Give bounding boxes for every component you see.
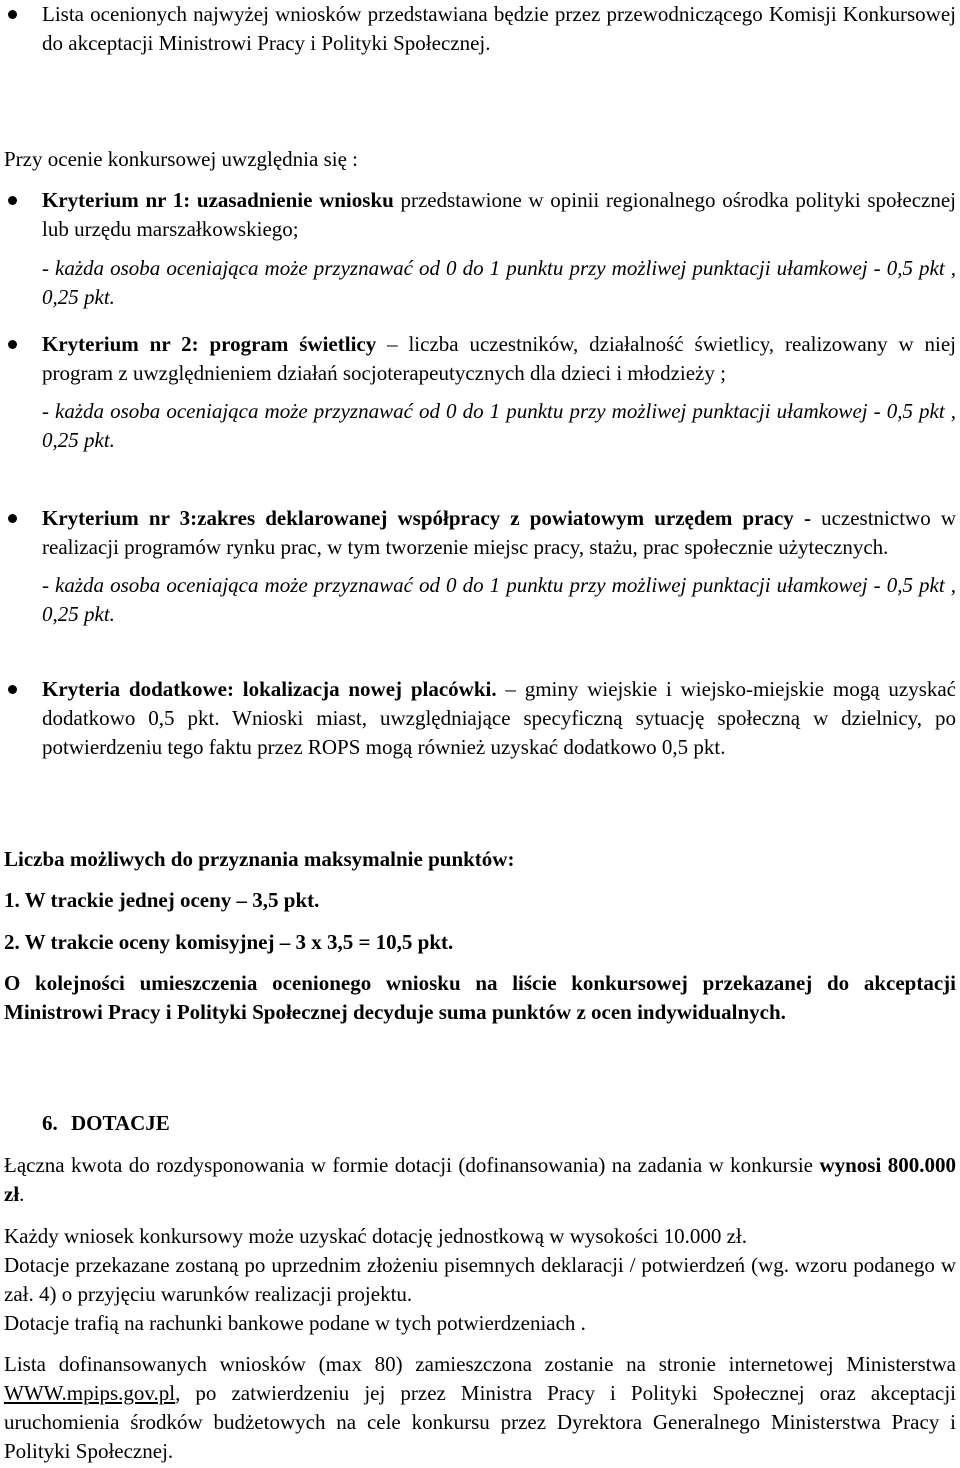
criterion-additional [42, 675, 956, 762]
criterion-2-title: Kryterium nr 2: program świetlicy [42, 332, 377, 356]
criterion-2-text: – liczba uczestników, działalność świetlicy, realizowany w niej program z uwzględnieniem działań socjoterapeutycznych dla dzieci i młodzieży ; [42, 332, 956, 385]
max-points-item: 1. W trackie jednej oceny – 3,5 pkt. [4, 888, 320, 912]
max-points-item: 2. W trakcie oceny komisyjnej – 3 x 3,5 = 10,5 pkt. [4, 930, 454, 954]
intro-bullet-text: Lista ocenionych najwyżej wniosków przedstawiana będzie przez przewodniczącego Komisji Konkursowej do akceptacji Ministrowi Pracy i Polityki Społecznej. [42, 2, 956, 55]
grant-line: Dotacje trafią na rachunki bankowe podane w tych potwierdzeniach . [4, 1311, 586, 1335]
criterion-3-text: uczestnictwo w realizacji programów rynku prac, w tym tworzenie miejsc pracy, stażu, prac społecznie użytecznych. [42, 506, 956, 559]
list-para [4, 1350, 956, 1466]
criterion-3 [42, 504, 956, 629]
total-amount-suffix: . [19, 1182, 25, 1206]
bullet-icon [8, 340, 17, 349]
criterion-1-title: Kryterium nr 1: uzasadnienie wniosku [42, 188, 394, 212]
max-points-heading: Liczba możliwych do przyznania maksymalnie punktów: [4, 847, 515, 871]
order-note: O kolejności umieszczenia ocenionego wniosku na liście konkursowej przekazanej do akceptacji Ministrowi Pracy i Polityki Społecznej decyduje suma punktów z ocen indywidualnych. [4, 971, 956, 1024]
criterion-additional-title: Kryteria dodatkowe: lokalizacja nowej placówki. [42, 677, 497, 701]
grant-para [4, 1222, 956, 1338]
criteria-heading: Przy ocenie konkursowej uwzględnia się : [4, 147, 358, 171]
section-title: DOTACJE [71, 1111, 170, 1135]
grant-line: Dotacje przekazane zostaną po uprzednim złożeniu pisemnych deklaracji / potwierdzeń (wg. wzoru podanego w zał. 4) o przyjęciu warunków realizacji projektu. [4, 1253, 956, 1306]
section-number: 6. [42, 1111, 58, 1135]
criterion-1 [42, 186, 956, 312]
total-amount-value: wynosi 800.000 zł [4, 1153, 956, 1206]
bullet-icon [8, 196, 17, 205]
list-para-suffix: , po zatwierdzeniu jej przez Ministra Pracy i Polityki Społecznej oraz akceptacji uruchomienia środków budżetowych na cele konkursu przez Dyrektora Generalnego Ministerstwa Pracy i Polityki Społecznej. [4, 1381, 956, 1463]
list-para-prefix: Lista dofinansowanych wniosków (max 80) zamieszczona zostanie na stronie internetowej Ministerstwa [4, 1352, 956, 1376]
criterion-2 [42, 330, 956, 455]
criterion-3-title: Kryterium nr 3:zakres deklarowanej współpracy z powiatowym urzędem pracy - [42, 506, 811, 530]
bullet-icon [8, 685, 17, 694]
criterion-3-score-note: - każda osoba oceniająca może przyznawać od 0 do 1 punktu przy możliwej punktacji ułamkowej - 0,5 pkt , 0,25 pkt. [42, 573, 956, 626]
ministry-website-link[interactable]: WWW.mpips.gov.pl [4, 1381, 176, 1405]
criterion-additional-text: – gminy wiejskie i wiejsko-miejskie mogą uzyskać dodatkowo 0,5 pkt. Wnioski miast, uwzględniające specyficzną sytuację społeczną w dzielnicy, po potwierdzeniu tego faktu przez ROPS mogą również uzyskać dodatkowo 0,5 pkt. [42, 677, 957, 759]
total-amount-para [4, 1151, 956, 1209]
criterion-2-score-note: - każda osoba oceniająca może przyznawać od 0 do 1 punktu przy możliwej punktacji ułamkowej - 0,5 pkt , 0,25 pkt. [42, 399, 956, 452]
bullet-icon [8, 514, 17, 523]
section-heading [42, 1109, 442, 1138]
total-amount-prefix: Łączna kwota do rozdysponowania w formie dotacji (dofinansowania) na zadania w konkursie [4, 1153, 820, 1177]
grant-line: Każdy wniosek konkursowy może uzyskać dotację jednostkową w wysokości 10.000 zł. [4, 1224, 748, 1248]
criterion-1-score-note: - każda osoba oceniająca może przyznawać od 0 do 1 punktu przy możliwej punktacji ułamkowej - 0,5 pkt , 0,25 pkt. [42, 256, 956, 309]
bullet-icon [8, 10, 17, 19]
criterion-1-text: przedstawione w opinii regionalnego ośrodka polityki społecznej lub urzędu marszałkowskiego; [42, 188, 956, 241]
